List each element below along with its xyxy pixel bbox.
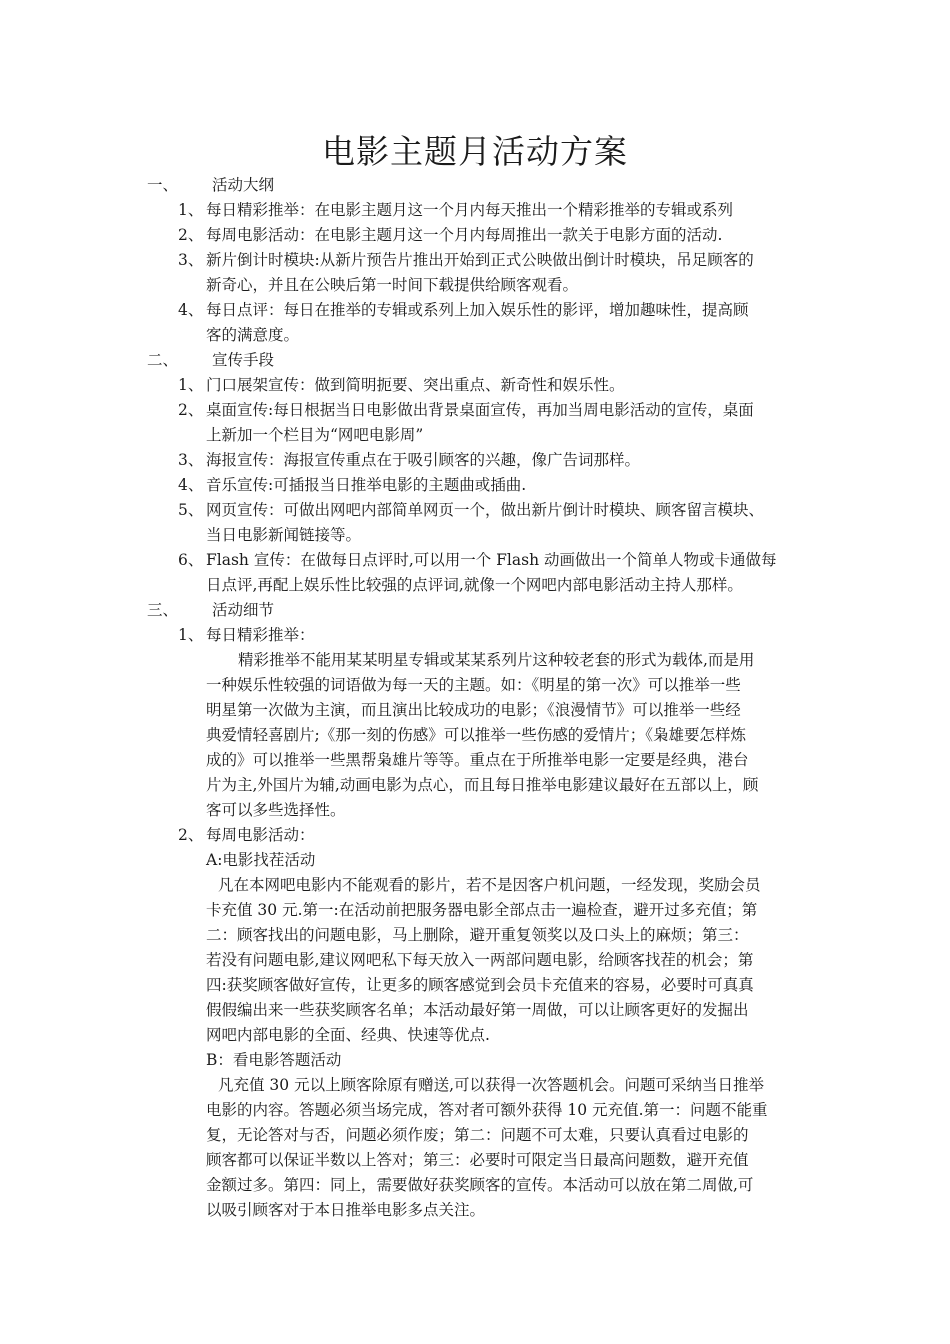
paragraph-line (0, 923, 950, 948)
paragraph-text: 成的》可以推举一些黑帮枭雄片等等。重点在于所推举电影一定要是经典，港台 (206, 751, 749, 769)
paragraph-text: 凡在本网吧电影内不能观看的影片，若不是因客户机问题，一经发现，奖励会员 (218, 876, 761, 894)
paragraph-line (0, 1023, 950, 1048)
list-item (0, 448, 950, 473)
paragraph-text: 顾客都可以保证半数以上答对；第三：必要时可限定当日最高问题数，避开充值 (206, 1151, 749, 1169)
paragraph-line (0, 873, 950, 898)
item-text: 海报宣传：海报宣传重点在于吸引顾客的兴趣，像广告词那样。 (206, 451, 641, 469)
list-item (0, 398, 950, 423)
item-text: 新片倒计时模块:从新片预告片推出开始到正式公映做出倒计时模块，吊足顾客的 (206, 251, 754, 269)
paragraph-line (0, 723, 950, 748)
paragraph-text: 电影的内容。答题必须当场完成，答对者可额外获得 10 元充值.第一：问题不能重 (206, 1101, 768, 1119)
list-item-continuation (0, 273, 950, 298)
item-number: 5、 (178, 501, 204, 519)
section-number: 一、 (147, 176, 179, 194)
paragraph-line (0, 798, 950, 823)
section-heading (0, 598, 950, 623)
list-item (0, 248, 950, 273)
item-text: 每周电影活动：在电影主题月这一个月内每周推出一款关于电影方面的活动. (206, 226, 723, 244)
paragraph-text: 假假编出来一些获奖顾客名单；本活动最好第一周做，可以让顾客更好的发掘出 (206, 1001, 749, 1019)
section-title: 活动细节 (212, 601, 275, 619)
item-number: 3、 (178, 451, 204, 469)
subheading-text: B：看电影答题活动 (206, 1051, 342, 1069)
document-body (0, 173, 950, 1223)
item-text: 网页宣传：可做出网吧内部简单网页一个，做出新片倒计时模块、顾客留言模块、 (206, 501, 765, 519)
item-number: 3、 (178, 251, 204, 269)
subheading-text: A:电影找茬活动 (206, 851, 316, 869)
list-item-continuation (0, 323, 950, 348)
list-item (0, 373, 950, 398)
paragraph-text: 明星第一次做为主演，而且演出比较成功的电影；《浪漫情节》可以推举一些经 (206, 701, 741, 719)
item-text: 每周电影活动： (206, 826, 315, 844)
item-text: 客的满意度。 (206, 326, 300, 344)
item-text: Flash 宣传：在做每日点评时,可以用一个 Flash 动画做出一个简单人物或卡通做每 (206, 551, 777, 569)
paragraph-line (0, 1148, 950, 1173)
paragraph-line (0, 1073, 950, 1098)
item-text: 门口展架宣传：做到简明扼要、突出重点、新奇性和娱乐性。 (206, 376, 625, 394)
section-title: 活动大纲 (212, 176, 275, 194)
paragraph-text: 以吸引顾客对于本日推举电影多点关注。 (206, 1201, 486, 1219)
item-number: 4、 (178, 476, 204, 494)
item-text: 桌面宣传:每日根据当日电影做出背景桌面宣传，再加当周电影活动的宣传，桌面 (206, 401, 754, 419)
paragraph-text: 网吧内部电影的全面、经典、快速等优点. (206, 1026, 490, 1044)
item-text: 音乐宣传:可插报当日推举电影的主题曲或插曲. (206, 476, 527, 494)
section-heading (0, 348, 950, 373)
paragraph-text: 典爱情轻喜剧片;《那一刻的伤感》可以推举一些伤感的爱情片；《枭雄要怎样炼 (206, 726, 746, 744)
paragraph-line (0, 773, 950, 798)
paragraph-line (0, 673, 950, 698)
list-item (0, 623, 950, 648)
item-number: 2、 (178, 826, 204, 844)
list-item-continuation (0, 423, 950, 448)
item-text: 当日电影新闻链接等。 (206, 526, 362, 544)
paragraph-line (0, 973, 950, 998)
paragraph-line (0, 748, 950, 773)
paragraph-text: 片为主,外国片为辅,动画电影为点心，而且每日推举电影建议最好在五部以上，顾 (206, 776, 759, 794)
paragraph-line (0, 998, 950, 1023)
paragraph-text: 二：顾客找出的问题电影，马上删除，避开重复领奖以及口头上的麻烦；第三： (206, 926, 749, 944)
list-item-continuation (0, 573, 950, 598)
paragraph-text: 凡充值 30 元以上顾客除原有赠送,可以获得一次答题机会。问题可采纳当日推举 (218, 1076, 765, 1094)
section-number: 二、 (147, 351, 179, 369)
item-text: 每日精彩推举： (206, 626, 315, 644)
item-number: 2、 (178, 226, 204, 244)
item-number: 1、 (178, 201, 204, 219)
document-title: 电影主题月活动方案 (322, 132, 628, 171)
item-number: 2、 (178, 401, 204, 419)
paragraph-text: 精彩推举不能用某某明星专辑或某某系列片这种较老套的形式为载体,而是用 (238, 651, 755, 669)
section-heading (0, 173, 950, 198)
item-text: 每日精彩推举：在电影主题月这一个月内每天推出一个精彩推举的专辑或系列 (206, 201, 734, 219)
list-item (0, 473, 950, 498)
item-number: 6、 (178, 551, 204, 569)
paragraph-text: 复，无论答对与否，问题必须作废；第二：问题不可太难，只要认真看过电影的 (206, 1126, 749, 1144)
paragraph-line (0, 648, 950, 673)
section-title: 宣传手段 (212, 351, 275, 369)
paragraph-text: 金额过多。第四：同上，需要做好获奖顾客的宣传。本活动可以放在第二周做,可 (206, 1176, 754, 1194)
item-text: 日点评,再配上娱乐性比较强的点评词,就像一个网吧内部电影活动主持人那样。 (206, 576, 743, 594)
paragraph-text: 卡充值 30 元.第一:在活动前把服务器电影全部点击一遍检查，避开过多充值；第 (206, 901, 758, 919)
paragraph-line (0, 1198, 950, 1223)
paragraph-line (0, 898, 950, 923)
paragraph-text: 客可以多些选择性。 (206, 801, 346, 819)
list-item (0, 198, 950, 223)
paragraph-text: 一种娱乐性较强的词语做为每一天的主题。如：《明星的第一次》可以推举一些 (206, 676, 741, 694)
paragraph-line (0, 1098, 950, 1123)
list-item-continuation (0, 523, 950, 548)
paragraph-line (0, 698, 950, 723)
item-text: 新奇心，并且在公映后第一时间下载提供给顾客观看。 (206, 276, 579, 294)
item-text: 上新加一个栏目为“网吧电影周” (206, 426, 424, 444)
paragraph-line (0, 1123, 950, 1148)
item-number: 4、 (178, 301, 204, 319)
list-item (0, 548, 950, 573)
paragraph-line (0, 1173, 950, 1198)
paragraph-line (0, 948, 950, 973)
list-item (0, 823, 950, 848)
item-number: 1、 (178, 626, 204, 644)
subheading (0, 1048, 950, 1073)
paragraph-text: 若没有问题电影,建议网吧私下每天放入一两部问题电影，给顾客找茬的机会；第 (206, 951, 754, 969)
subheading (0, 848, 950, 873)
list-item (0, 298, 950, 323)
item-number: 1、 (178, 376, 204, 394)
list-item (0, 498, 950, 523)
paragraph-text: 四:获奖顾客做好宣传，让更多的顾客感觉到会员卡充值来的容易，必要时可真真 (206, 976, 754, 994)
item-text: 每日点评：每日在推举的专辑或系列上加入娱乐性的影评，增加趣味性，提高顾 (206, 301, 749, 319)
list-item (0, 223, 950, 248)
section-number: 三、 (147, 601, 179, 619)
